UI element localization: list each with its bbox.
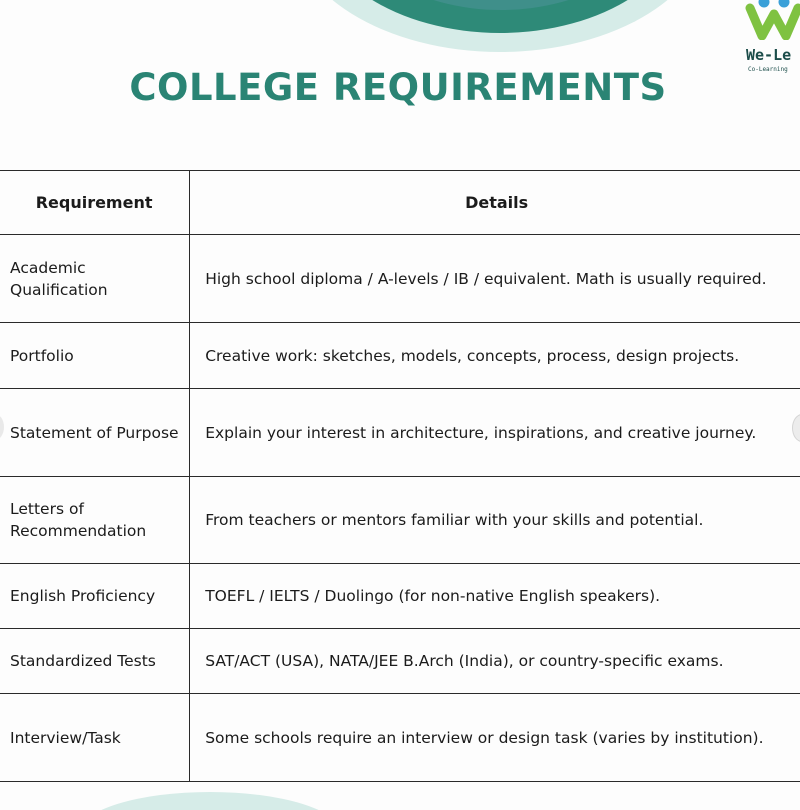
requirement-cell: English Proficiency: [0, 564, 190, 629]
requirement-cell: Academic Qualification: [0, 235, 190, 323]
requirement-cell: Interview/Task: [0, 694, 190, 782]
table-row: [0, 389, 800, 477]
brand-logo: [742, 0, 800, 76]
details-cell: SAT/ACT (USA), NATA/JEE B.Arch (India), or country-specific exams.: [190, 629, 800, 694]
details-cell: TOEFL / IELTS / Duolingo (for non-native English speakers).: [190, 564, 800, 629]
details-cell: High school diploma / A-levels / IB / equivalent. Math is usually required.: [190, 235, 800, 323]
details-cell: Creative work: sketches, models, concepts, process, design projects.: [190, 323, 800, 389]
logo-text: We-Le: [746, 46, 792, 64]
table-row: [0, 564, 800, 629]
header-requirement: Requirement: [0, 171, 190, 235]
decorative-arc-bottom: [80, 792, 340, 810]
requirement-cell: Portfolio: [0, 323, 190, 389]
details-cell: Explain your interest in architecture, inspirations, and creative journey.: [190, 389, 800, 477]
table-row: [0, 477, 800, 564]
requirement-cell: Statement of Purpose: [0, 389, 190, 477]
table-row: [0, 323, 800, 389]
details-cell: From teachers or mentors familiar with your skills and potential.: [190, 477, 800, 564]
requirement-cell: Standardized Tests: [0, 629, 190, 694]
table-row: [0, 629, 800, 694]
details-cell: Some schools require an interview or design task (varies by institution).: [190, 694, 800, 782]
table-header-row: [0, 171, 800, 235]
page-title: COLLEGE REQUIREMENTS: [129, 66, 667, 109]
header-details: Details: [190, 171, 800, 235]
logo-w-icon: [744, 0, 800, 40]
requirements-table: [0, 170, 800, 782]
table-row: [0, 694, 800, 782]
logo-subtext: Co-Learning: [748, 66, 788, 73]
table-row: [0, 235, 800, 323]
requirement-cell: Letters of Recommendation: [0, 477, 190, 564]
